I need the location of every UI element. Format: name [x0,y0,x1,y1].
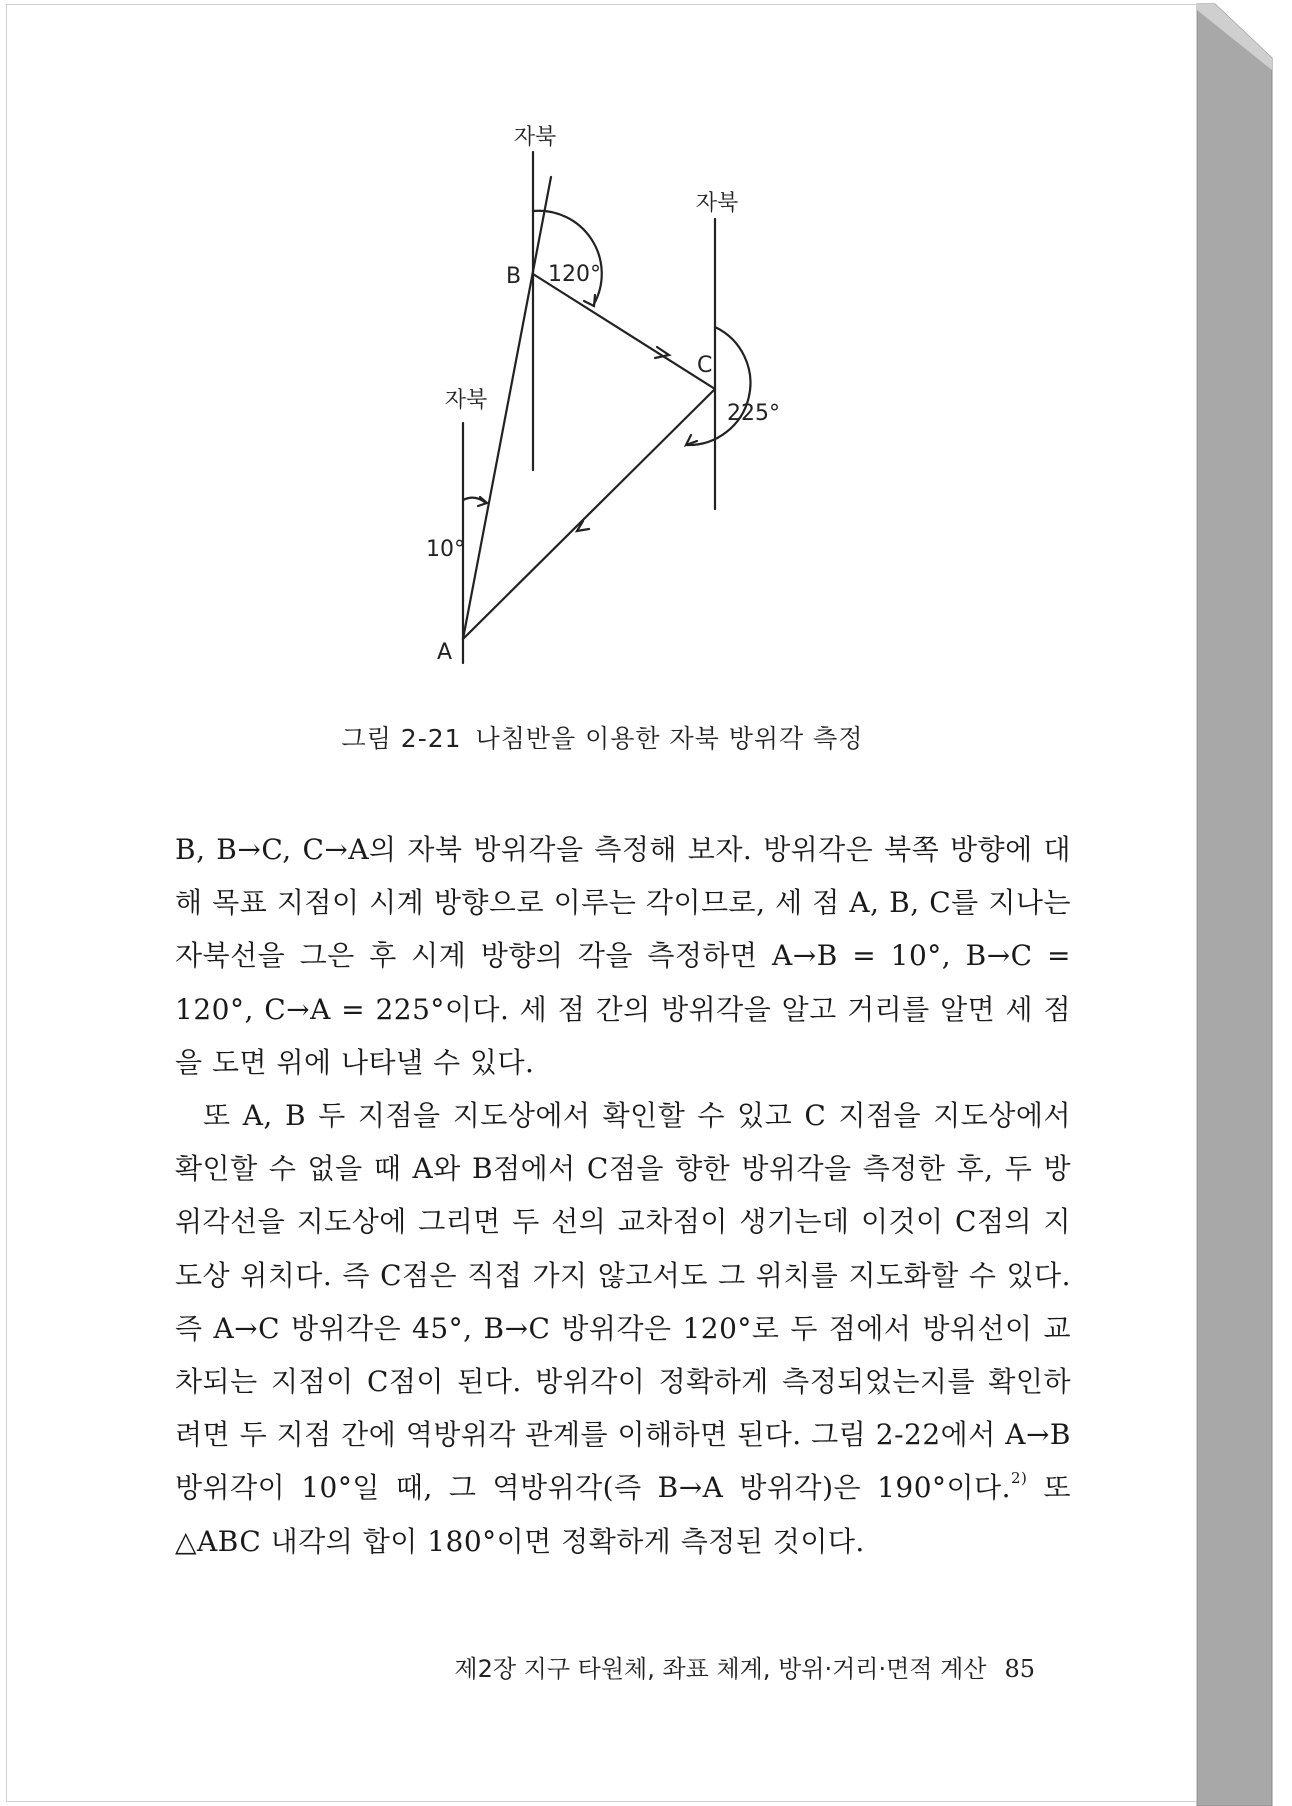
arrow-c [686,435,697,445]
page-number: 85 [1004,1655,1035,1683]
line-b-c [533,274,715,389]
chapter-title: 제2장 지구 타원체, 좌표 체계, 방위·거리·면적 계산 [454,1655,987,1683]
footnote-marker: 2) [1011,1469,1028,1488]
line-c-a [463,389,715,639]
angle-arc-b [533,211,602,304]
north-label-a: 자북 [444,388,488,413]
paragraph-1: B, B→C, C→A의 자북 방위각을 측정해 보자. 방위각은 북쪽 방향에 대해 목표 지점이 시계 방향으로 이루는 각이므로, 세 점 A, B, C를 지나는 자북선을 그은 후 시계 방향의 각을 측정하면 A→B = 10°, B→C = 120°, C→A = 225°이다. 세 점 간의 방위각을 알고 거리를 알면 세 점을 도면 위에 나타낼 수 있다. [175,833,1071,1079]
paragraph-2-end: 또 △ABC 내각의 합이 180°이면 정확하게 측정된 것이다. [175,1471,1071,1558]
body-text [175,823,1071,1568]
azimuth-figure [7,5,1198,705]
figure-title: 나침반을 이용한 자북 방위각 측정 [475,724,864,753]
point-c-label: C [697,353,713,378]
figure-caption [7,719,1198,755]
north-label-b: 자북 [513,125,557,150]
angle-a-label: 10° [426,537,465,562]
arrow-b [584,295,595,306]
point-b-label: B [506,264,522,289]
angle-b-label: 120° [548,262,601,287]
point-a-label: A [437,640,453,665]
running-footer [7,1649,1035,1684]
book-page [6,4,1197,1802]
angle-c-label: 225° [727,401,780,426]
north-label-c: 자북 [695,191,739,216]
arrow-ca [577,521,589,531]
paragraph-2 [175,1089,1071,1568]
paragraph-2-text: 또 A, B 두 지점을 지도상에서 확인할 수 있고 C 지점을 지도상에서 확인할 수 없을 때 A와 B점에서 C점을 향한 방위각을 측정한 후, 두 방위각선을 지도상에 그리면 두 선의 교차점이 생기는데 이것이 C점의 지도상 위치다. 즉 C점은 직접 가지 않고서도 그 위치를 지도화할 수 있다. 즉 A→C 방위각은 45°, B→C 방위각은 120°로 두 점에서 방위선이 교차되는 지점이 C점이 된다. 방위각이 정확하게 측정되었는지를 확인하려면 두 지점 간에 역방위각 관계를 이해하면 된다. 그림 2-22에서 A→B 방위각이 10°일 때, 그 역방위각(즉 B→A 방위각)은 190°이다. [175,1099,1071,1505]
angle-arc-c [687,327,750,445]
figure-number: 그림 2-21 [341,724,462,753]
